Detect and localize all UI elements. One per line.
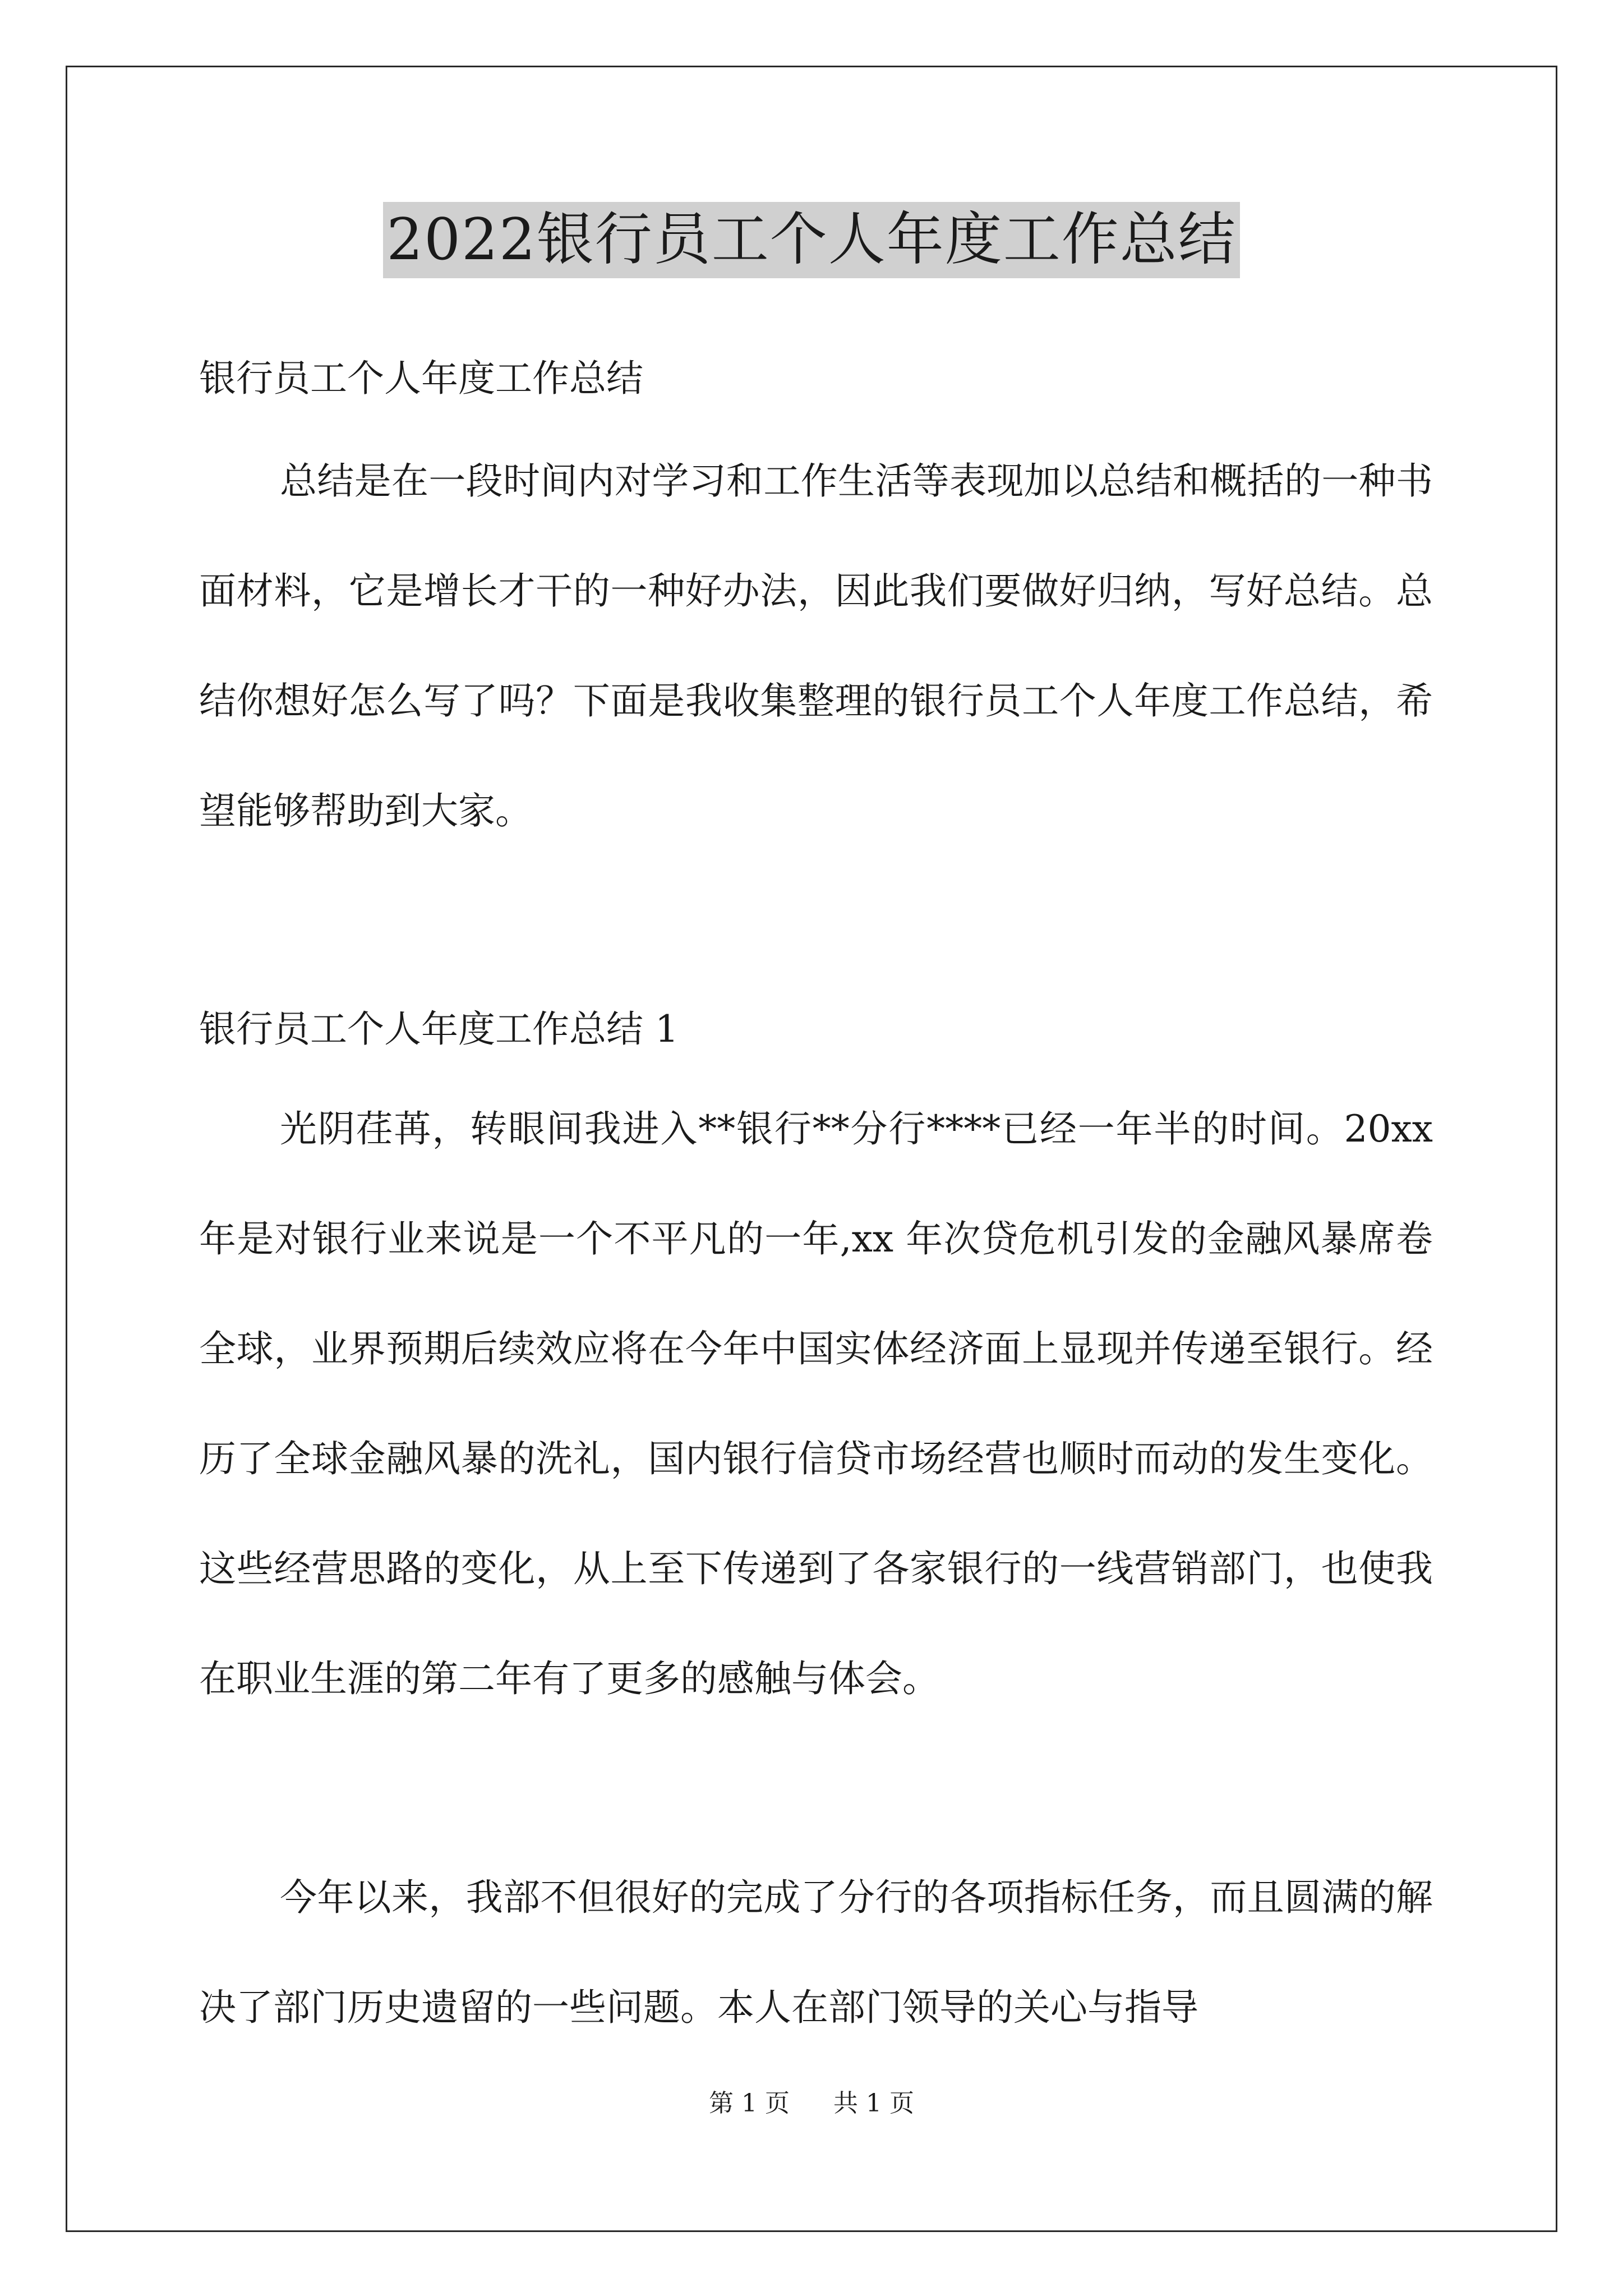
page-number: 第 1 页 [709,2089,790,2118]
body-paragraph-2: 今年以来，我部不但很好的完成了分行的各项指标任务，而且圆满的解决了部门历史遗留的一些问题。本人在部门领导的关心与指导 [199,1876,1433,2029]
document-title-text: 2022银行员工个人年度工作总结 [383,202,1240,278]
document-title [0,202,1623,278]
section-heading: 银行员工个人年度工作总结 1 [199,1007,679,1051]
body-paragraph-1: 光阴荏苒，转眼间我进入**银行**分行****已经一年半的时间。20xx 年是对银行业来说是一个不平凡的一年,xx 年次贷危机引发的金融风暴席卷全球，业界预期后续效应将在今年中国实体经济面上显现并传递至银行。经历了全球金融风暴的洗礼，国内银行信贷市场经营也顺时而动的发生变化。这些经营思路的变化，从上至下传递到了各家银行的一线营销部门，也使我在职业生涯的第二年有了更多的感触与体会。 [199,1107,1433,1700]
page-footer [0,2087,1623,2120]
intro-subtitle: 银行员工个人年度工作总结 [199,357,643,400]
intro-paragraph: 总结是在一段时间内对学习和工作生活等表现加以总结和概括的一种书面材料，它是增长才干的一种好办法，因此我们要做好归纳，写好总结。总结你想好怎么写了吗？下面是我收集整理的银行员工个人年度工作总结，希望能够帮助到大家。 [199,459,1433,832]
page-total: 共 1 页 [833,2089,914,2118]
